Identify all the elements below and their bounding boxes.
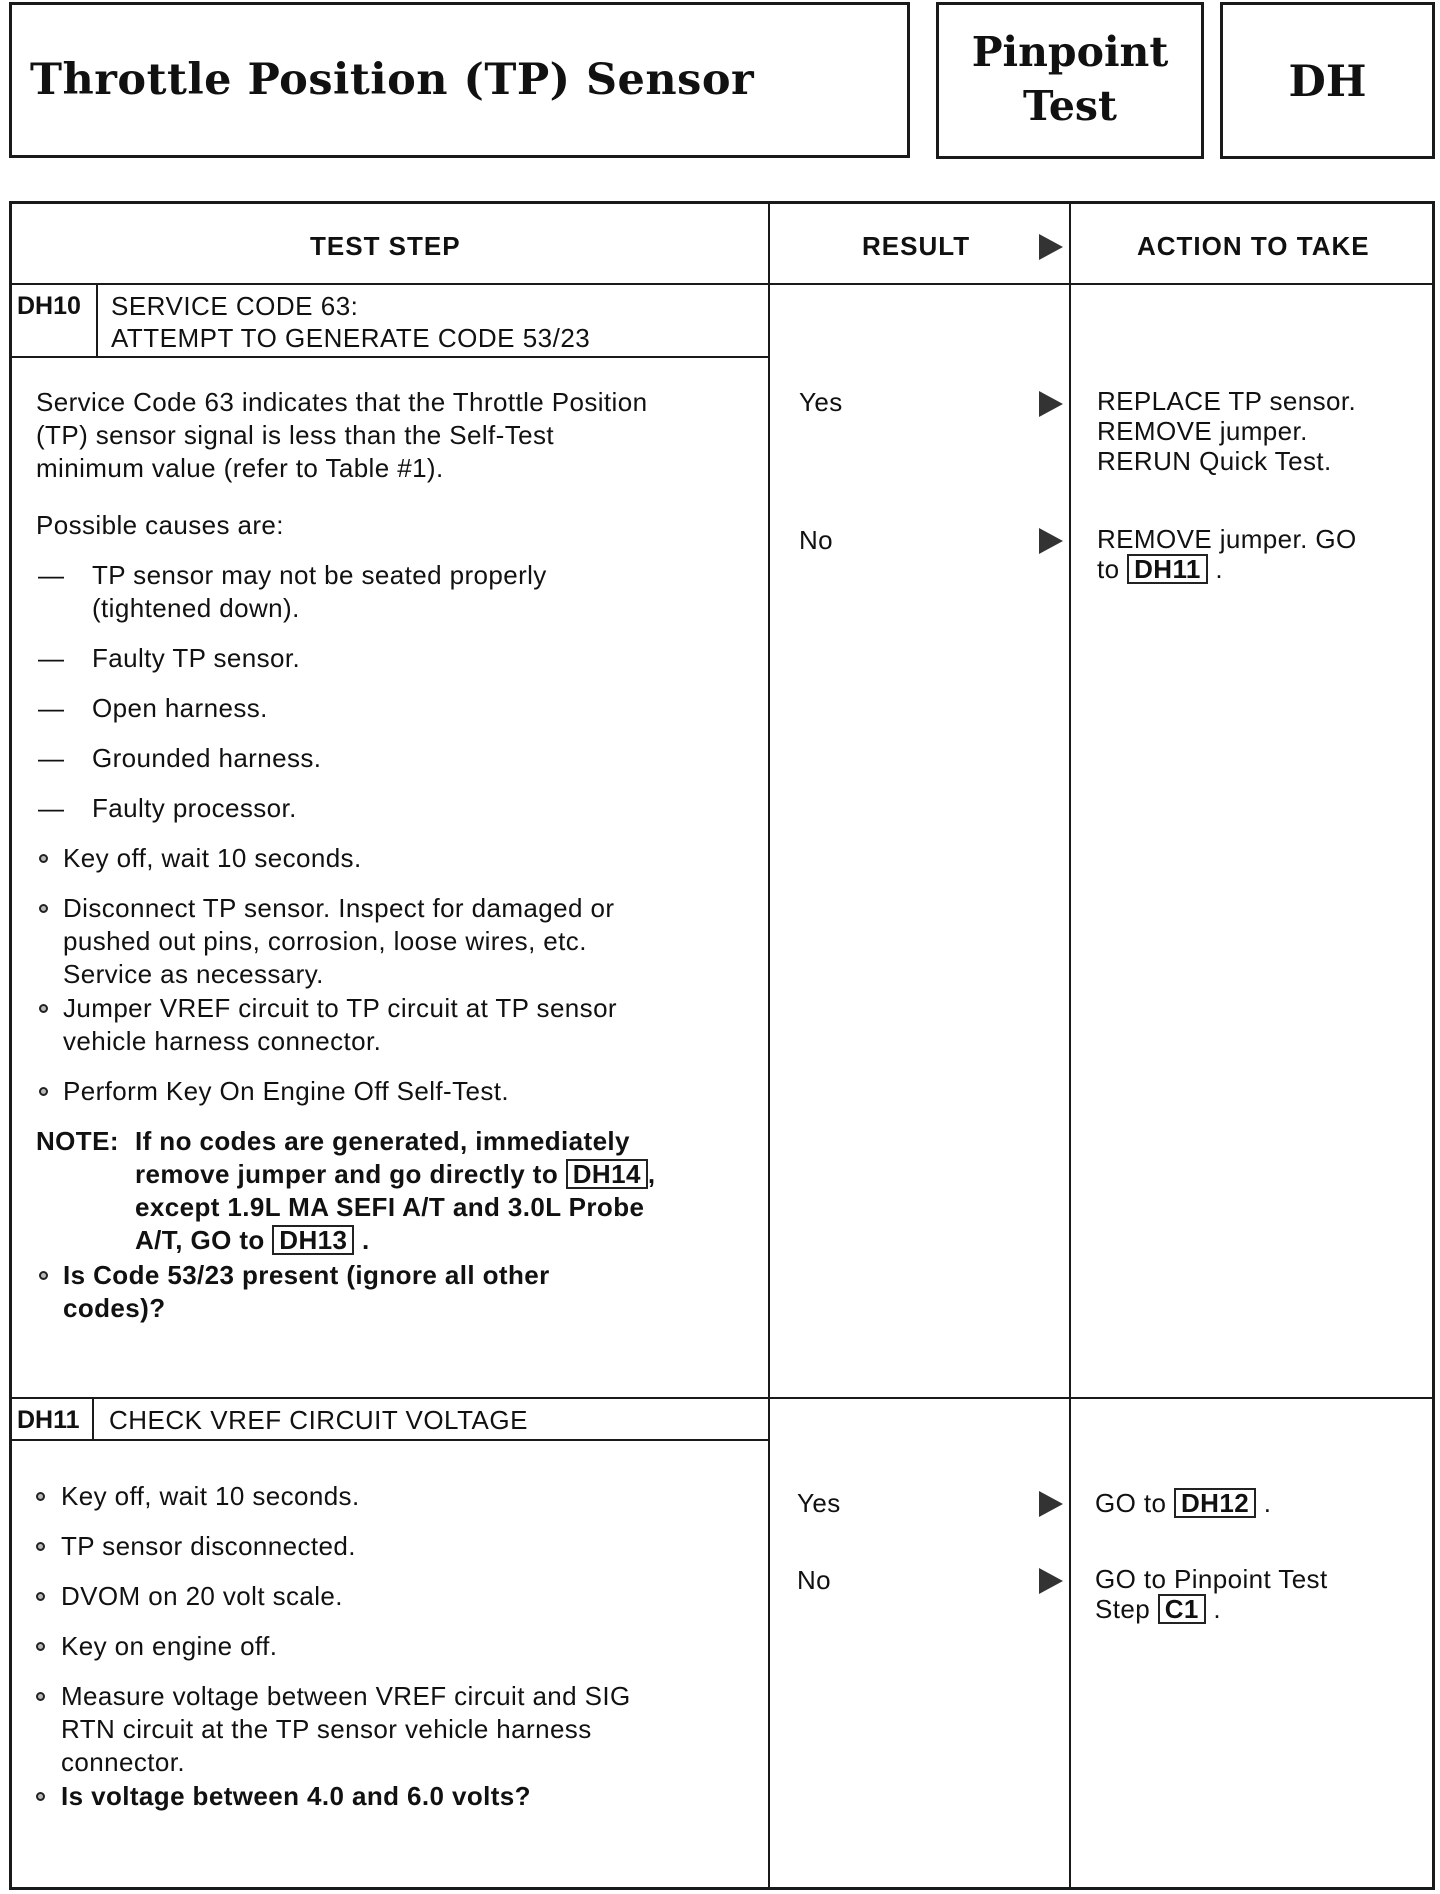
procedure-step: Measure voltage between VREF circuit and SIG RTN circuit at the TP sensor vehicle harness connector. <box>61 1681 631 1777</box>
cause-item: Grounded harness. <box>92 743 322 773</box>
arrow-icon <box>1039 234 1063 260</box>
column-header-action: ACTION TO TAKE <box>1137 231 1370 261</box>
header-divider <box>12 283 1432 285</box>
question: Is Code 53/23 present (ignore all other codes)? <box>63 1260 550 1323</box>
column-header-test-step: TEST STEP <box>310 231 461 261</box>
dh10-description: Service Code 63 indicates that the Throttle Position (TP) sensor signal is less than the Self-Test minimum value (refer to Table #1). <box>36 387 648 483</box>
cause-item: Faulty processor. <box>92 793 297 823</box>
result-no: No <box>799 525 834 555</box>
bullet-icon <box>36 1792 45 1801</box>
procedure-step: TP sensor disconnected. <box>61 1531 356 1561</box>
procedure-step: Disconnect TP sensor. Inspect for damaged or pushed out pins, corrosion, loose wires, etc. Service as necessary. <box>63 893 615 989</box>
step-title-divider <box>12 1439 768 1441</box>
bullet-icon <box>36 1592 45 1601</box>
dash-icon: — <box>38 793 65 823</box>
bullet-icon <box>39 1087 48 1096</box>
action-no: GO to Pinpoint Test Step C1 . <box>1095 1564 1328 1624</box>
cause-item: Open harness. <box>92 693 268 723</box>
action-yes: GO to DH12 . <box>1095 1488 1272 1518</box>
step-id-divider <box>96 284 98 357</box>
result-no: No <box>797 1565 832 1595</box>
dash-icon: — <box>38 643 65 673</box>
dash-icon: — <box>38 743 65 773</box>
action-no: REMOVE jumper. GO to DH11 . <box>1097 524 1357 584</box>
pinpoint-test-box <box>936 2 1204 159</box>
note-label: NOTE: <box>36 1126 119 1156</box>
procedure-step: Jumper VREF circuit to TP circuit at TP sensor vehicle harness connector. <box>63 993 617 1056</box>
pinpoint-table <box>9 201 1435 1890</box>
step-id-dh11: DH11 <box>17 1406 80 1434</box>
result-yes: Yes <box>799 387 843 417</box>
dash-icon: — <box>38 693 65 723</box>
test-code-box <box>1220 2 1435 159</box>
title-box <box>9 2 910 158</box>
procedure-step: Key off, wait 10 seconds. <box>63 843 362 873</box>
action-yes: REPLACE TP sensor. REMOVE jumper. RERUN Quick Test. <box>1097 386 1357 476</box>
column-divider <box>768 204 770 1887</box>
dash-icon: — <box>38 560 65 590</box>
arrow-icon <box>1039 391 1063 417</box>
column-divider <box>1069 204 1071 1887</box>
note-text: If no codes are generated, immediately remove jumper and go directly to DH14 , except 1.9L MA SEFI A/T and 3.0L Probe A/T, GO to DH13 . <box>135 1126 656 1255</box>
step-ref-dh13[interactable]: DH13 <box>272 1225 354 1255</box>
result-yes: Yes <box>797 1488 841 1518</box>
bullet-icon <box>39 1004 48 1013</box>
page-title: Throttle Position (TP) Sensor <box>30 55 755 105</box>
step-ref-dh11[interactable]: DH11 <box>1127 554 1208 584</box>
arrow-icon <box>1039 1491 1063 1517</box>
step-divider <box>12 1397 1432 1399</box>
cause-item: Faulty TP sensor. <box>92 643 301 673</box>
column-header-result: RESULT <box>862 231 971 261</box>
step-ref-dh12[interactable]: DH12 <box>1174 1488 1256 1518</box>
causes-intro: Possible causes are: <box>36 510 284 540</box>
procedure-step: Key on engine off. <box>61 1631 278 1661</box>
step-ref-dh14[interactable]: DH14 <box>566 1159 648 1189</box>
step-title-dh10: SERVICE CODE 63: ATTEMPT TO GENERATE CODE 53/23 <box>111 291 591 353</box>
step-title-divider <box>12 356 768 358</box>
arrow-icon <box>1039 528 1063 554</box>
procedure-step: DVOM on 20 volt scale. <box>61 1581 343 1611</box>
pinpoint-test-label: Pinpoint Test <box>971 28 1169 130</box>
step-title-dh11: CHECK VREF CIRCUIT VOLTAGE <box>109 1405 528 1435</box>
arrow-icon <box>1039 1568 1063 1594</box>
bullet-icon <box>39 1271 48 1280</box>
step-ref-c1[interactable]: C1 <box>1158 1594 1206 1624</box>
bullet-icon <box>36 1492 45 1501</box>
step-id-divider <box>92 1398 94 1440</box>
procedure-step: Perform Key On Engine Off Self-Test. <box>63 1076 509 1106</box>
question: Is voltage between 4.0 and 6.0 volts? <box>61 1781 531 1811</box>
bullet-icon <box>36 1692 45 1701</box>
bullet-icon <box>39 854 48 863</box>
procedure-step: Key off, wait 10 seconds. <box>61 1481 360 1511</box>
cause-item: TP sensor may not be seated properly (tightened down). <box>92 560 547 623</box>
bullet-icon <box>36 1542 45 1551</box>
test-code: DH <box>1288 57 1367 107</box>
step-id-dh10: DH10 <box>17 292 81 320</box>
bullet-icon <box>36 1642 45 1651</box>
bullet-icon <box>39 904 48 913</box>
